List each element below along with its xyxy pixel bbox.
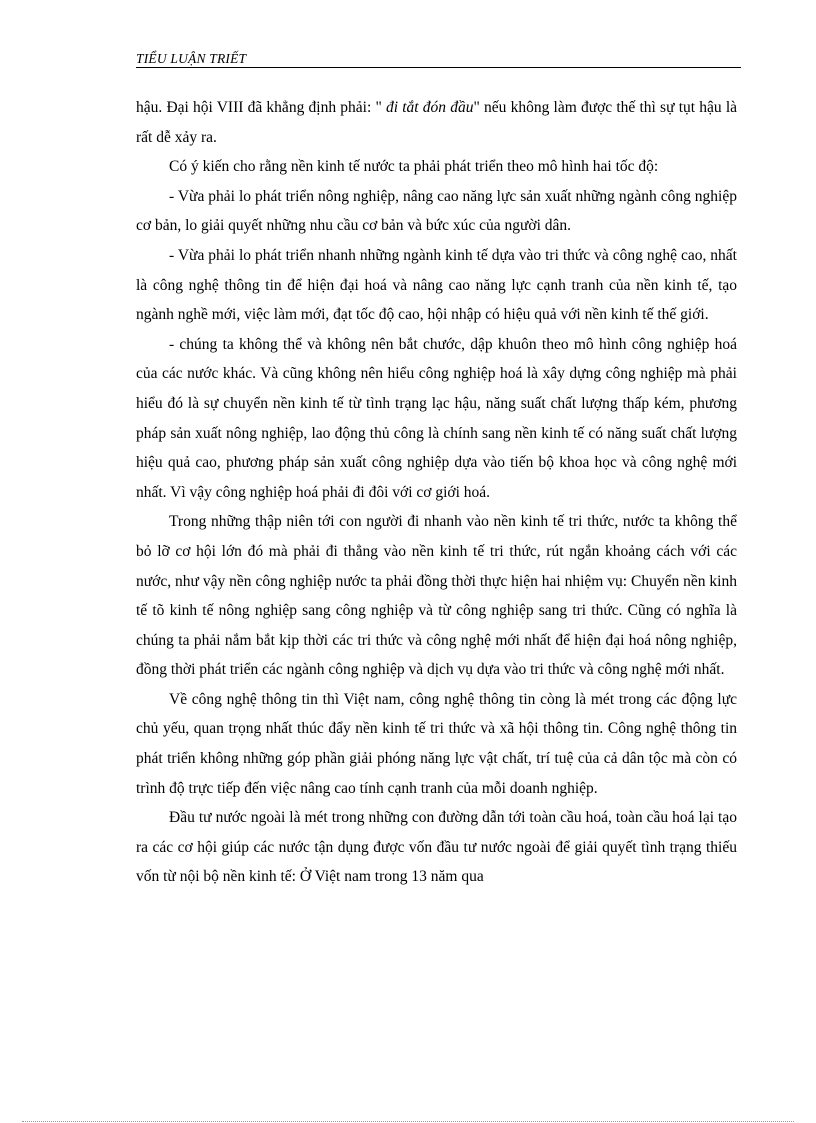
paragraph-foreign-investment: Đầu tư nước ngoài là mét trong những con đường dẫn tới toàn cầu hoá, toàn cầu hoá lại tạo ra các cơ hội giúp các nước tận dụng được vốn đầu tư nước ngoài để giải quyết tình trạng thiếu vốn từ nội bộ nền kinh tế: Ở Việt nam trong 13 năm qua xyxy=(136,809,737,886)
page-header xyxy=(136,50,741,68)
paragraph-bullet-agriculture: - Vừa phải lo phát triển nông nghiệp, nâng cao năng lực sản xuất những ngành công nghiệp cơ bản, lo giải quyết những nhu cầu cơ bản và bức xúc của người dân. xyxy=(136,187,737,235)
header-title: TIỂU LUẬN TRIẾT xyxy=(136,51,247,66)
paragraph-text: hậu. Đại hội VIII đã khẳng định phải: " xyxy=(136,99,382,116)
document-body xyxy=(136,93,737,892)
emphasis-quote: đi tắt đón đầu xyxy=(381,99,474,116)
paragraph-bullet-knowledge-economy: - Vừa phải lo phát triển nhanh những ngành kinh tế dựa vào tri thức và công nghệ cao, nhất là công nghệ thông tin để hiện đại hoá và nâng cao năng lực cạnh tranh của nền kinh tế, tạo ngành nghề mới, việc làm mới, đạt tốc độ cao, hội nhập có hiệu quả với nền kinh tế thế giới. xyxy=(136,246,737,324)
paragraph-text: " nếu không làm được thế thì sự tụt hậu là rất dễ xảy ra. xyxy=(136,99,738,146)
paragraph-knowledge-economy: Trong những thập niên tới con người đi nhanh vào nền kinh tế tri thức, nước ta không thể bỏ lỡ cơ hội lớn đó mà phải đi thẳng vào nền kinh tế tri thức, rút ngắn khoảng cách với các nước, như vậy nền công nghiệp nước ta phải đồng thời thực hiện hai nhiệm vụ: Chuyển nền kinh tế tõ kinh tế nông nghiệp sang công nghiệp và từ công nghiệp sang tri thức. Cũng có nghĩa là chúng ta phải nắm bắt kịp thời các tri thức và công nghệ mới nhất để hiện đại hoá nông nghiệp, đồng thời phát triển các ngành công nghiệp và dịch vụ dựa vào tri thức và công nghệ mới nhất. xyxy=(136,513,737,679)
page-bottom-divider xyxy=(22,1121,794,1122)
paragraph-continuation xyxy=(136,93,737,152)
paragraph-two-speed-model: Có ý kiến cho rằng nền kinh tế nước ta phải phát triển theo mô hình hai tốc độ: xyxy=(169,158,659,176)
paragraph-information-technology: Về công nghệ thông tin thì Việt nam, công nghệ thông tin còng là mét trong các động lực chủ yếu, quan trọng nhất thúc đẩy nền kinh tế tri thức và xã hội thông tin. Công nghệ thông tin phát triển không những góp phần giải phóng năng lực vật chất, trí tuệ của cả dân tộc mà còn có trình độ trực tiếp đến việc nâng cao tính cạnh tranh của mỗi doanh nghiệp. xyxy=(136,690,737,797)
paragraph-bullet-industrialization: - chúng ta không thể và không nên bắt chước, dập khuôn theo mô hình công nghiệp hoá của các nước khác. Và cũng không nên hiểu công nghiệp hoá là xây dựng công nghiệp mà phải hiểu đó là sự chuyển nền kinh tế từ tình trạng lạc hậu, năng suất chất lượng thấp kém, phương pháp sản xuất nông nghiệp, lao động thủ công là chính sang nền kinh tế có năng suất chất lượng hiệu quả cao, phương pháp sản xuất công nghiệp dựa vào tiến bộ khoa học và công nghệ mới nhất. Vì vậy công nghiệp hoá phải đi đôi với cơ giới hoá. xyxy=(136,335,737,501)
